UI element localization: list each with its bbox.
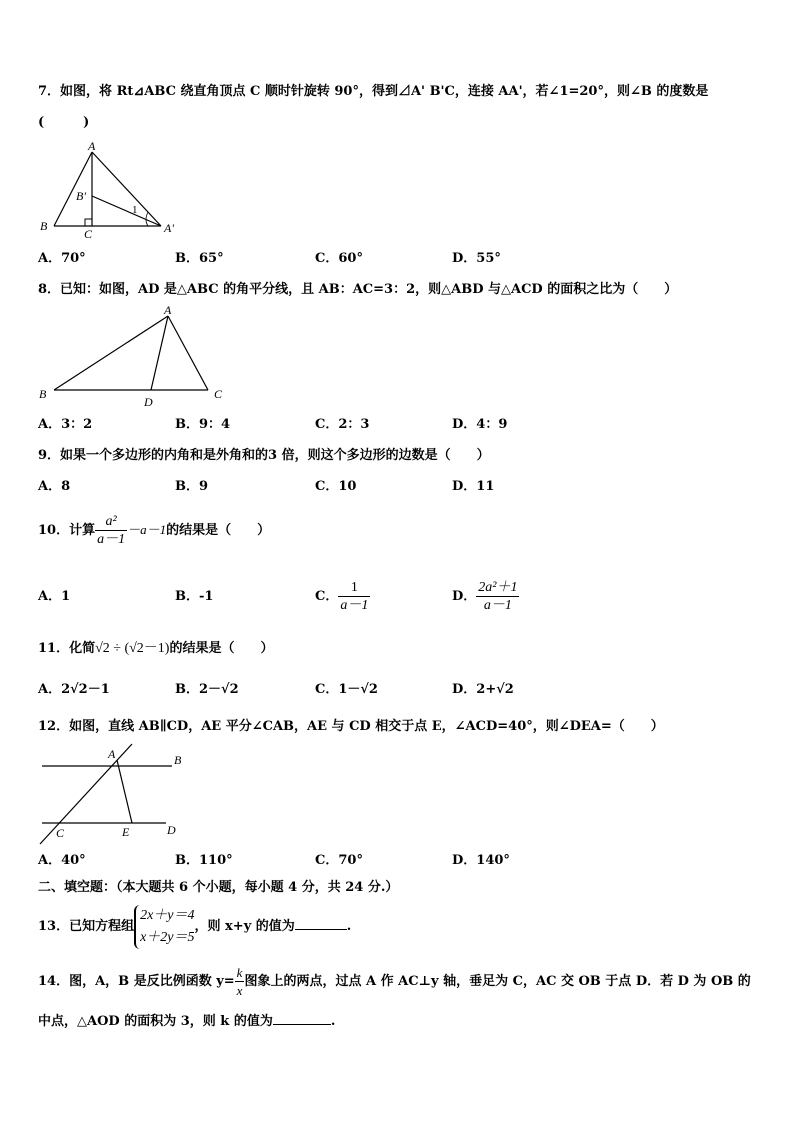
q7-line-ba-prime <box>92 196 161 226</box>
q8-label-d: D <box>144 395 153 409</box>
q11-option-c[interactable]: C．1－√2 <box>315 682 378 697</box>
q10-option-c-fraction <box>338 579 370 614</box>
q13-end: . <box>346 919 352 934</box>
q9-option-c[interactable]: C．10 <box>315 479 357 494</box>
q14-part-a: 14．图，A，B 是反比例函数 y= <box>38 974 235 989</box>
q14-line-2 <box>38 1012 335 1030</box>
q10-option-c-num: 1 <box>338 579 370 597</box>
q7-figure <box>36 140 186 240</box>
q7-stem: 7．如图，将 Rt⊿ABC 绕直角顶点 C 顺时针旋转 90°，得到⊿A' B'C，连接 AA'，若∠1=20°，则∠B 的度数是 <box>38 84 709 99</box>
q14-frac-den: x <box>236 983 243 998</box>
q13-prefix: 13．已知方程组 <box>38 919 135 934</box>
q12-label-a: A <box>108 747 116 761</box>
q12-stem: 12．如图，直线 AB∥CD，AE 平分∠CAB，AE 与 CD 相交于点 E，∠ACD=40°，则∠DEA=（ ） <box>38 719 664 734</box>
q12-label-d: D <box>167 823 176 837</box>
q8-line-ad <box>151 316 168 390</box>
q7-option-d[interactable]: D．55° <box>452 251 501 266</box>
q10-option-a[interactable]: A．1 <box>38 589 71 604</box>
q10-frac-num: a² <box>95 513 127 531</box>
q14-frac-num: k <box>236 965 243 980</box>
q7-right-angle <box>85 219 92 226</box>
q10-suffix: 的结果是（ ） <box>166 523 271 538</box>
q14-end: . <box>330 1014 336 1029</box>
q7-option-a[interactable]: A．70° <box>38 251 86 266</box>
q10-option-d-fraction <box>476 579 519 614</box>
q8-option-b[interactable]: B．9：4 <box>175 417 231 432</box>
q11-option-d[interactable]: D．2+√2 <box>452 682 514 697</box>
q7-line-aa <box>92 152 161 226</box>
q10-prefix: 10．计算 <box>38 523 96 538</box>
q7-angle-arc <box>146 212 148 226</box>
q10-option-c-den: a－1 <box>340 598 369 613</box>
q8-stem: 8．已知：如图，AD 是△ABC 的角平分线，且 AB：AC=3：2，则△ABD 与△ACD 的面积之比为（ ） <box>38 282 678 297</box>
q8-label-b: B <box>39 387 47 401</box>
q12-figure <box>36 742 186 847</box>
q9-option-b[interactable]: B．9 <box>175 479 209 494</box>
q10-stem <box>38 510 270 551</box>
q10-option-c-label: C． <box>315 589 339 604</box>
q12-label-e: E <box>122 825 130 839</box>
q9-option-d[interactable]: D．11 <box>452 479 495 494</box>
q14-line-2-text: 中点，△AOD 的面积为 3，则 k 的值为 <box>38 1014 273 1029</box>
q7-option-b[interactable]: B．65° <box>175 251 224 266</box>
q10-option-d-den: a－1 <box>483 598 512 613</box>
q12-option-b[interactable]: B．110° <box>175 853 233 868</box>
q14-part-b: 图象上的两点，过点 A 作 AC⊥y 轴，垂足为 C，AC 交 OB 于点 D．若 D 为 OB 的 <box>244 974 751 989</box>
q10-option-d[interactable] <box>452 578 519 616</box>
q7-label-angle-1: 1 <box>132 204 138 216</box>
q13-eq1: 2x＋y＝4 <box>140 907 195 923</box>
q8-line-ab <box>54 316 168 390</box>
q10-fraction <box>95 513 127 548</box>
q12-option-a[interactable]: A．40° <box>38 853 86 868</box>
q11-stem <box>38 641 273 657</box>
q12-option-d[interactable]: D．140° <box>452 853 510 868</box>
q12-label-c: C <box>56 826 65 840</box>
q8-option-a[interactable]: A．3：2 <box>38 417 93 432</box>
q10-frac-den: a－1 <box>97 532 126 547</box>
section-heading-fill-in: 二、填空题：（本大题共 6 个小题，每小题 4 分，共 24 分.） <box>38 880 399 895</box>
q13-answer-blank[interactable] <box>295 917 347 930</box>
q7-label-a: A <box>88 140 96 153</box>
q13-eq2: x＋2y＝5 <box>140 929 195 945</box>
q8-figure <box>36 302 236 412</box>
q11-prefix: 11．化简 <box>38 641 96 656</box>
q7-option-c[interactable]: C．60° <box>315 251 363 266</box>
q13-suffix: ，则 x+y 的值为 <box>194 919 295 934</box>
q11-option-b[interactable]: B．2－√2 <box>175 682 239 697</box>
q9-option-a[interactable]: A．8 <box>38 479 71 494</box>
q12-line-ae <box>117 760 132 823</box>
q9-stem: 9．如果一个多边形的内角和是外角和的3 倍，则这个多边形的边数是（ ） <box>38 448 490 463</box>
q10-option-d-label: D． <box>452 589 477 604</box>
q14-answer-blank[interactable] <box>273 1012 331 1025</box>
q10-option-b[interactable]: B．-1 <box>175 589 214 604</box>
q8-label-c: C <box>214 387 223 401</box>
q13-equation-system <box>134 905 194 949</box>
q7-label-b-prime: B' <box>76 189 86 203</box>
q8-label-a: A <box>164 303 172 317</box>
q12-label-b: B <box>174 753 182 767</box>
q13-stem <box>38 904 351 950</box>
q11-option-a[interactable]: A．2√2－1 <box>38 682 110 697</box>
q7-answer-paren: ( ) <box>38 115 90 130</box>
q14-line-1 <box>38 962 751 1002</box>
q14-fraction <box>235 964 245 999</box>
q11-suffix: 的结果是（ ） <box>169 641 274 656</box>
q11-expression: √2 ÷ (√2－1) <box>95 641 170 656</box>
q8-line-ac <box>168 316 208 390</box>
q7-label-c: C <box>84 227 93 240</box>
q7-label-a-prime: A' <box>164 221 174 235</box>
q7-label-b: B <box>40 219 48 233</box>
q8-option-d[interactable]: D．4：9 <box>452 417 508 432</box>
q8-option-c[interactable]: C．2：3 <box>315 417 370 432</box>
q10-tail: －a－1 <box>127 522 167 537</box>
q12-option-c[interactable]: C．70° <box>315 853 363 868</box>
q10-option-c[interactable] <box>315 578 370 616</box>
q7-line-ab <box>54 152 92 226</box>
q10-option-d-num: 2a²＋1 <box>478 580 518 595</box>
q12-line-transversal <box>40 744 132 844</box>
